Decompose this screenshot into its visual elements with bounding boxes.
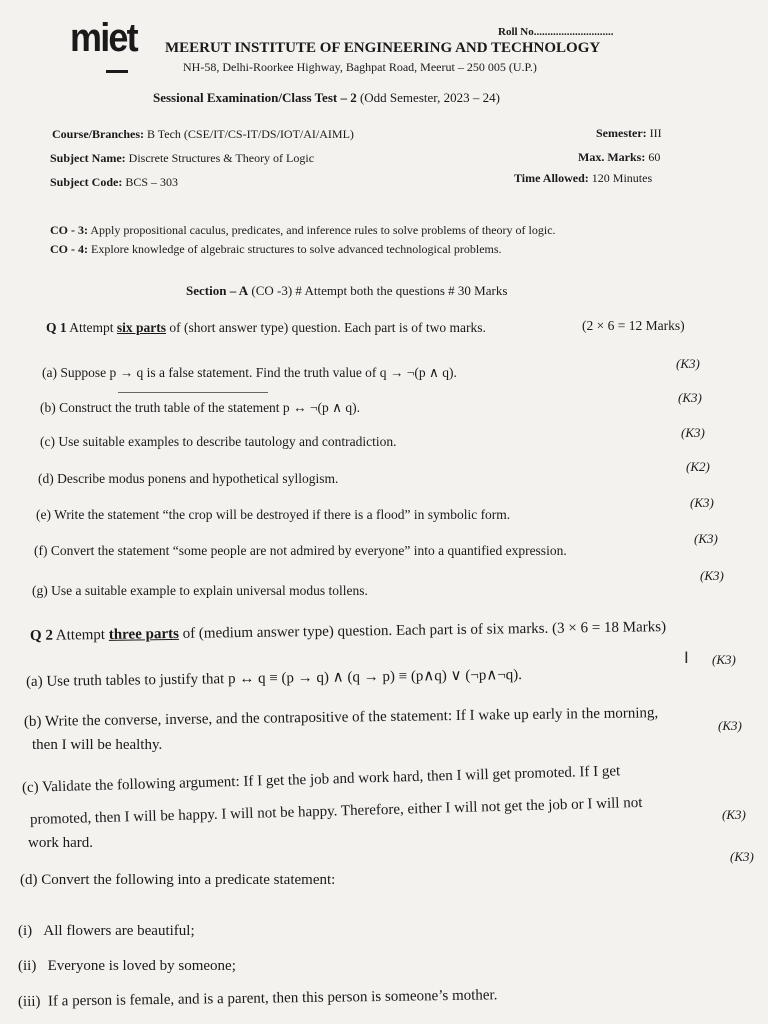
q2-instruction: of (medium answer type) question. Each part is of six marks. (3 × 6 = 18 Marks) <box>182 619 667 642</box>
time-allowed-label: Time Allowed: <box>514 171 589 185</box>
q1-level-g: (K3) <box>700 568 724 583</box>
q1-item-e: (e) Write the statement “the crop will be destroyed if there is a flood” in symbolic form. <box>36 507 511 522</box>
subject-code-value: BCS – 303 <box>125 175 179 189</box>
course-label: Course/Branches: <box>52 127 144 141</box>
section-a-label: Section – A <box>186 283 249 298</box>
subject-code <box>50 175 178 190</box>
q2-level-d: (K3) <box>730 849 754 864</box>
subject-code-label: Subject Code: <box>50 175 123 189</box>
semester <box>596 126 662 141</box>
q1-level-e: (K3) <box>690 495 714 510</box>
q1-item-a: (a) Suppose p → q is a false statement. Find the truth value of q → ¬(p ∧ q). <box>42 365 457 380</box>
q2-heading <box>30 619 666 645</box>
exam-title <box>153 90 500 106</box>
q2-level-a: (K3) <box>712 652 736 667</box>
q1-level-b: (K3) <box>678 390 702 405</box>
co3-label: CO - 3: <box>50 223 88 237</box>
max-marks-value: 60 <box>648 150 661 164</box>
q2-item-d: (d) Convert the following into a predicate statement: <box>20 872 336 888</box>
q2-attempt: Attempt <box>55 626 106 644</box>
q1-level-d: (K2) <box>686 459 710 474</box>
q2-number: Q 2 <box>29 627 54 644</box>
institute-address: NH-58, Delhi-Roorkee Highway, Baghpat Road, Meerut – 250 005 (U.P.) <box>183 60 537 74</box>
pen-mark-a: I <box>684 648 689 667</box>
roll-number-field: Roll No............................. <box>498 26 614 38</box>
q1-number: Q 1 <box>46 320 67 335</box>
q2-item-c: (c) Validate the following argument: If I get the job and work hard, then I will get promoted. If I get <box>21 763 621 796</box>
exam-semester: (Odd Semester, 2023 – 24) <box>359 90 500 105</box>
subject-name-value: Discrete Structures & Theory of Logic <box>128 151 315 165</box>
section-a-heading <box>186 283 507 299</box>
sub-ii-text: Everyone is loved by someone; <box>47 958 236 974</box>
course-outcome-4 <box>50 242 502 257</box>
time-allowed <box>514 171 652 186</box>
q2-sub-ii <box>18 958 236 975</box>
course-outcome-3 <box>50 223 556 238</box>
q1-parts: six parts <box>116 320 167 335</box>
q2-parts: three parts <box>108 625 179 643</box>
course-branches <box>52 127 354 142</box>
q1-item-g: (g) Use a suitable example to explain universal modus tollens. <box>32 583 368 598</box>
course-value: B Tech (CSE/IT/CS-IT/DS/IOT/AI/AIML) <box>147 127 354 141</box>
logo-underline <box>106 70 128 73</box>
max-marks <box>578 150 660 165</box>
exam-title-main: Sessional Examination/Class Test – 2 <box>153 90 357 105</box>
q1-instruction: of (short answer type) question. Each part is of two marks. <box>169 320 486 335</box>
q2-item-b-cont: then I will be healthy. <box>32 737 163 753</box>
q1-item-b: (b) Construct the truth table of the statement p ↔ ¬(p ∧ q). <box>40 400 361 415</box>
time-allowed-value: 120 Minutes <box>591 171 653 185</box>
subject-name-label: Subject Name: <box>50 151 126 165</box>
q2-sub-i <box>18 923 195 940</box>
q2-item-c-cont2: work hard. <box>28 835 93 851</box>
q1-level-a: (K3) <box>676 356 700 371</box>
semester-label: Semester: <box>596 126 647 140</box>
q2-item-b: (b) Write the converse, inverse, and the contrapositive of the statement: If I wake up early in the morning, <box>23 705 659 730</box>
co3-text: Apply propositional caculus, predicates, and inference rules to solve problems of theory of logic. <box>90 223 556 237</box>
institute-logo: miet <box>70 16 137 60</box>
q2-item-a: (a) Use truth tables to justify that p ↔ q ≡ (p → q) ∧ (q → p) ≡ (p∧q) ∨ (¬p∧¬q). <box>25 667 523 690</box>
co4-text: Explore knowledge of algebraic structures to solve advanced technological problems. <box>91 242 502 256</box>
q1-item-f: (f) Convert the statement “some people are not admired by everyone” into a quantified expression. <box>34 543 567 558</box>
sub-i-text: All flowers are beautiful; <box>43 923 195 939</box>
subject-name <box>50 151 314 166</box>
section-a-text: (CO -3) # Attempt both the questions # 30 Marks <box>251 283 508 298</box>
q1-item-d: (d) Describe modus ponens and hypothetical syllogism. <box>38 471 339 486</box>
semester-value: III <box>649 126 662 140</box>
q1-level-c: (K3) <box>681 425 705 440</box>
q1-heading <box>46 320 486 336</box>
co4-label: CO - 4: <box>50 242 88 256</box>
q2-level-c: (K3) <box>722 807 746 822</box>
q1-item-c: (c) Use suitable examples to describe tautology and contradiction. <box>40 434 397 449</box>
institute-name: MEERUT INSTITUTE OF ENGINEERING AND TECHNOLOGY <box>165 40 601 56</box>
sub-i-label: (i) <box>18 923 33 939</box>
q1-level-f: (K3) <box>694 531 718 546</box>
q2-sub-iii <box>18 987 498 1011</box>
q2-item-c-cont: promoted, then I will be happy. I will not be happy. Therefore, either I will not get the job or I will not <box>29 794 643 828</box>
sub-iii-text: If a person is female, and is a parent, then this person is someone’s mother. <box>47 987 498 1010</box>
pen-line <box>118 392 268 393</box>
q1-attempt: Attempt <box>69 320 114 335</box>
max-marks-label: Max. Marks: <box>578 150 646 164</box>
sub-iii-label: (iii) <box>17 993 41 1010</box>
q2-level-b: (K3) <box>718 718 742 733</box>
sub-ii-label: (ii) <box>18 958 37 974</box>
q1-marks: (2 × 6 = 12 Marks) <box>582 318 685 333</box>
